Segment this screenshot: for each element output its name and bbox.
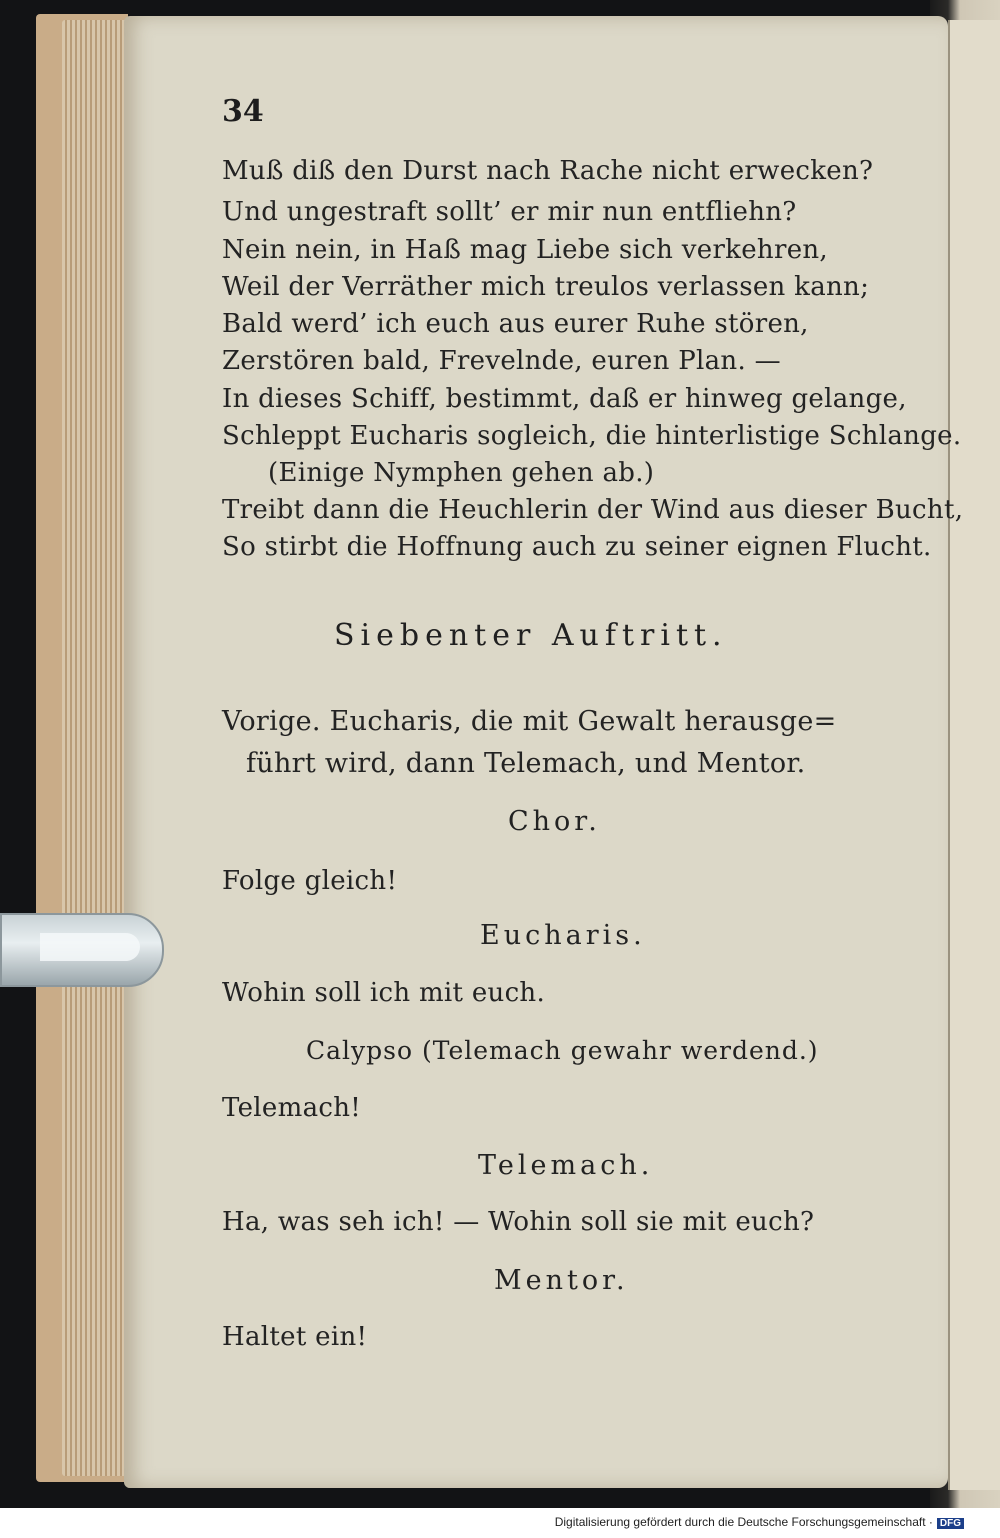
clip-highlight <box>40 933 140 961</box>
verse-line: Weil der Verräther mich treulos verlassen kann; <box>222 272 870 302</box>
stage-note: (Einige Nymphen gehen ab.) <box>268 458 655 488</box>
verse-line: Muß diß den Durst nach Rache nicht erwecken? <box>222 156 874 186</box>
dialogue-line: Ha, was seh ich! — Wohin soll sie mit euch? <box>222 1207 815 1237</box>
footer-credit <box>555 1515 964 1529</box>
stage-direction: Vorige. Eucharis, die mit Gewalt herausge= <box>222 706 837 737</box>
speaker-name: Eucharis. <box>480 920 646 951</box>
verse-line: Zerstören bald, Frevelnde, euren Plan. — <box>222 346 781 376</box>
speaker-name: Chor. <box>508 806 601 837</box>
verse-line: Bald werd’ ich euch aus eurer Ruhe stören, <box>222 309 809 339</box>
dialogue-line: Wohin soll ich mit euch. <box>222 978 546 1008</box>
verse-line: Nein nein, in Haß mag Liebe sich verkehren, <box>222 235 828 265</box>
verse-line: Und ungestraft sollt’ er mir nun entfliehn? <box>222 197 797 227</box>
verse-line: Schleppt Eucharis sogleich, die hinterlistige Schlange. <box>222 421 962 451</box>
stage-direction: führt wird, dann Telemach, und Mentor. <box>246 748 806 779</box>
speaker-name: Telemach. <box>478 1150 654 1181</box>
footer-text: Digitalisierung gefördert durch die Deutsche Forschungsgemeinschaft · <box>554 1515 933 1529</box>
verse-line: So stirbt die Hoffnung auch zu seiner eignen Flucht. <box>222 532 932 562</box>
page-number: 34 <box>222 94 264 129</box>
dialogue-line: Folge gleich! <box>222 866 398 896</box>
dialogue-line: Telemach! <box>222 1093 362 1123</box>
scene-heading: Siebenter Auftritt. <box>334 618 728 653</box>
speaker-name: Mentor. <box>494 1265 629 1296</box>
page-clip <box>0 895 176 1005</box>
dialogue-line: Haltet ein! <box>222 1322 368 1352</box>
verse-line: In dieses Schiff, bestimmt, daß er hinweg gelange, <box>222 384 907 414</box>
next-page-sheet <box>948 20 1000 1490</box>
dfg-logo: DFG <box>937 1518 964 1529</box>
verse-line: Treibt dann die Heuchlerin der Wind aus dieser Bucht, <box>222 495 964 525</box>
speaker-name: Calypso (Telemach gewahr werdend.) <box>306 1036 819 1065</box>
